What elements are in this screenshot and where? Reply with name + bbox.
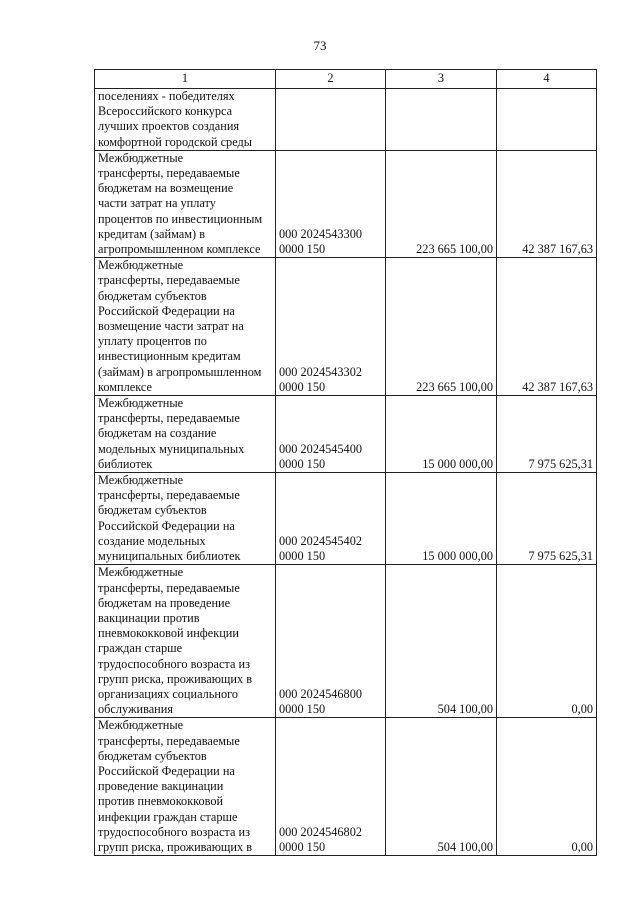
table-row bbox=[95, 396, 597, 473]
column-header-1: 1 bbox=[95, 70, 276, 89]
row-name-cell: поселениях - победителях Всероссийского конкурса лучших проектов создания комфортной городской среды bbox=[95, 89, 276, 151]
table-header-row bbox=[95, 70, 597, 89]
row-plan-cell: 223 665 100,00 bbox=[386, 258, 497, 396]
row-plan-cell bbox=[386, 89, 497, 151]
row-code-cell: 000 2024545402 0000 150 bbox=[276, 473, 386, 565]
row-executed-cell: 7 975 625,31 bbox=[497, 473, 597, 565]
row-executed-cell: 42 387 167,63 bbox=[497, 150, 597, 257]
row-name-cell: Межбюджетные трансферты, передаваемые бюджетам на возмещение части затрат на уплату процентов по инвестиционным кредитам (займам) в агропромышленном комплексе bbox=[95, 150, 276, 257]
row-plan-cell: 15 000 000,00 bbox=[386, 396, 497, 473]
table-row bbox=[95, 89, 597, 151]
column-header-2: 2 bbox=[276, 70, 386, 89]
row-code-cell: 000 2024546800 0000 150 bbox=[276, 565, 386, 718]
table-row bbox=[95, 258, 597, 396]
row-code-cell: 000 2024546802 0000 150 bbox=[276, 718, 386, 856]
row-name-cell: Межбюджетные трансферты, передаваемые бюджетам на создание модельных муниципальных библиотек bbox=[95, 396, 276, 473]
row-executed-cell: 7 975 625,31 bbox=[497, 396, 597, 473]
table-row bbox=[95, 473, 597, 565]
table-row bbox=[95, 565, 597, 718]
row-code-cell: 000 2024543300 0000 150 bbox=[276, 150, 386, 257]
row-executed-cell: 0,00 bbox=[497, 718, 597, 856]
row-name-cell: Межбюджетные трансферты, передаваемые бюджетам на проведение вакцинации против пневмококковой инфекции граждан старше трудоспособного возраста из групп риска, проживающих в организациях социального обслуживания bbox=[95, 565, 276, 718]
row-code-cell bbox=[276, 89, 386, 151]
row-plan-cell: 504 100,00 bbox=[386, 718, 497, 856]
column-header-3: 3 bbox=[386, 70, 497, 89]
row-code-cell: 000 2024545400 0000 150 bbox=[276, 396, 386, 473]
row-name-cell: Межбюджетные трансферты, передаваемые бюджетам субъектов Российской Федерации на создание модельных муниципальных библиотек bbox=[95, 473, 276, 565]
column-header-4: 4 bbox=[497, 70, 597, 89]
row-plan-cell: 504 100,00 bbox=[386, 565, 497, 718]
row-name-cell: Межбюджетные трансферты, передаваемые бюджетам субъектов Российской Федерации на возмещение части затрат на уплату процентов по инвестиционным кредитам (займам) в агропромышленном комплексе bbox=[95, 258, 276, 396]
budget-table bbox=[94, 69, 597, 856]
row-plan-cell: 223 665 100,00 bbox=[386, 150, 497, 257]
row-executed-cell: 0,00 bbox=[497, 565, 597, 718]
row-plan-cell: 15 000 000,00 bbox=[386, 473, 497, 565]
table-row bbox=[95, 718, 597, 856]
row-executed-cell: 42 387 167,63 bbox=[497, 258, 597, 396]
row-executed-cell bbox=[497, 89, 597, 151]
row-name-cell: Межбюджетные трансферты, передаваемые бюджетам субъектов Российской Федерации на проведение вакцинации против пневмококковой инфекции граждан старше трудоспособного возраста из групп риска, проживающих в bbox=[95, 718, 276, 856]
row-code-cell: 000 2024543302 0000 150 bbox=[276, 258, 386, 396]
page-number: 73 bbox=[313, 38, 327, 53]
table-row bbox=[95, 150, 597, 257]
